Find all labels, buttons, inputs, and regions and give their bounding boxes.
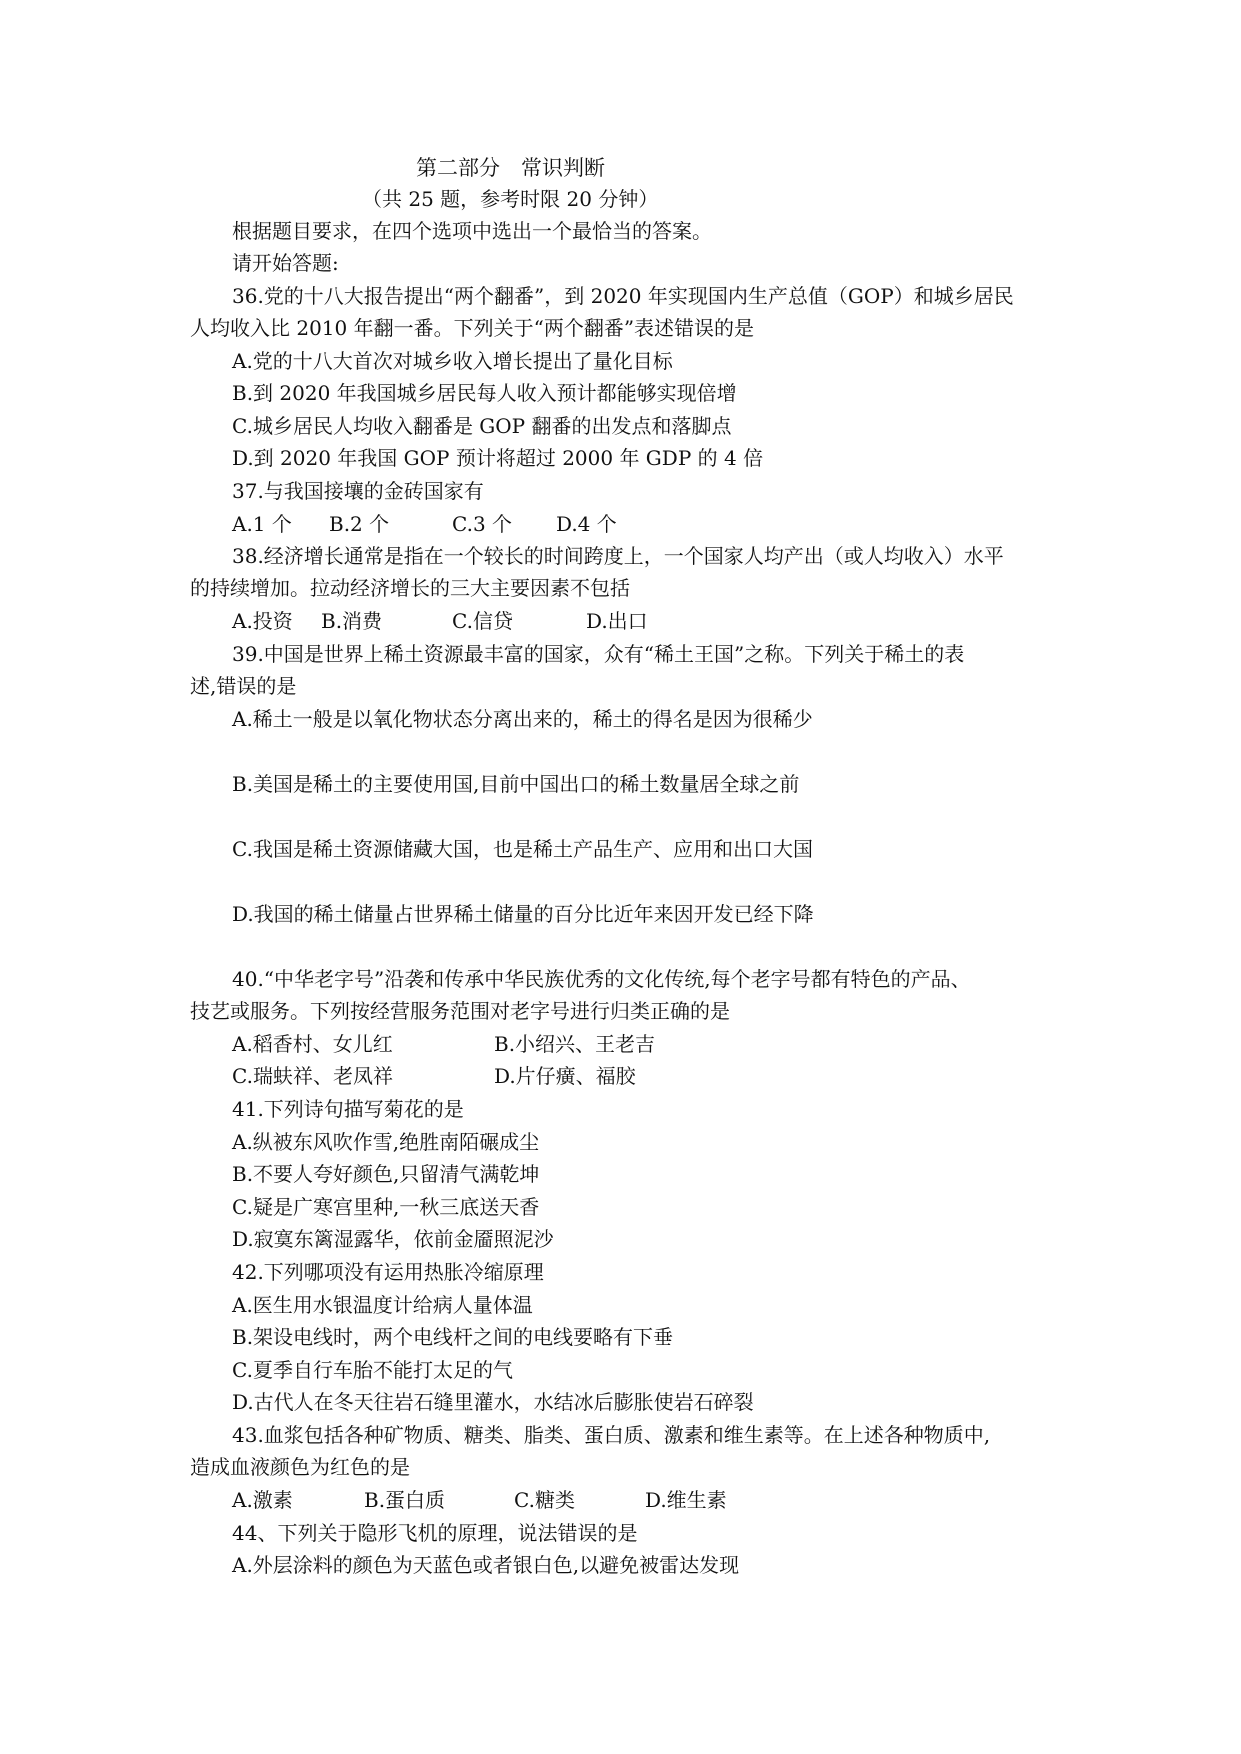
q39-option-a: A.稀土一般是以氧化物状态分离出来的，稀土的得名是因为很稀少	[232, 707, 813, 731]
q39-stem-line1: 39.中国是世界上稀土资源最丰富的国家，众有“稀土王国”之称。下列关于稀土的表	[232, 642, 965, 666]
q43-option-c: C.糖类	[514, 1488, 575, 1512]
q37-options	[232, 509, 617, 539]
q43-option-a: A.激素	[232, 1488, 293, 1512]
q39-stem-line2: 述,错误的是	[190, 674, 297, 698]
q43-option-d: D.维生素	[645, 1488, 727, 1512]
q40-option-d: D.片仔癀、福胶	[494, 1064, 636, 1088]
q38-stem-line1: 38.经济增长通常是指在一个较长的时间跨度上，一个国家人均产出（或人均收入）水平	[232, 544, 1004, 568]
section-subtitle: （共 25 题，参考时限 20 分钟）	[362, 187, 659, 211]
q41-stem: 41.下列诗句描写菊花的是	[232, 1097, 464, 1121]
q37-option-b: B.2 个	[329, 512, 390, 536]
q43-options	[232, 1485, 727, 1515]
q38-stem-line2: 的持续增加。拉动经济增长的三大主要因素不包括	[190, 576, 630, 600]
q43-stem-line2: 造成血液颜色为红色的是	[190, 1455, 410, 1479]
q41-option-d: D.寂寞东篱湿露华，依前金靥照泥沙	[232, 1227, 554, 1251]
q40-stem-line2: 技艺或服务。下列按经营服务范围对老字号进行归类正确的是	[190, 999, 730, 1023]
q41-option-b: B.不要人夸好颜色,只留清气满乾坤	[232, 1162, 540, 1186]
q38-option-a: A.投资	[232, 609, 293, 633]
q42-option-b: B.架设电线时，两个电线杆之间的电线要略有下垂	[232, 1325, 674, 1349]
instruction: 根据题目要求，在四个选项中选出一个最恰当的答案。	[232, 219, 712, 243]
q43-stem-line1: 43.血浆包括各种矿物质、糖类、脂类、蛋白质、激素和维生素等。在上述各种物质中,	[232, 1423, 991, 1447]
q42-option-c: C.夏季自行车胎不能打太足的气	[232, 1358, 513, 1382]
q36-stem-line2: 人均收入比 2010 年翻一番。下列关于“两个翻番”表述错误的是	[190, 316, 755, 340]
section-title: 第二部分 常识判断	[416, 156, 605, 180]
q38-option-d: D.出口	[586, 609, 648, 633]
q39-option-c: C.我国是稀土资源储藏大国，也是稀土产品生产、应用和出口大国	[232, 837, 813, 861]
q41-option-c: C.疑是广寒宫里种,一秋三底送天香	[232, 1195, 540, 1219]
q40-options-row2	[232, 1061, 636, 1091]
q38-option-c: C.信贷	[452, 609, 513, 633]
q39-option-d: D.我国的稀土储量占世界稀土储量的百分比近年来因开发已经下降	[232, 902, 814, 926]
q37-stem: 37.与我国接壤的金砖国家有	[232, 479, 484, 503]
q40-stem-line1: 40.“中华老字号”沿袭和传承中华民族优秀的文化传统,每个老字号都有特色的产品、	[232, 967, 971, 991]
q40-options-row1	[232, 1029, 655, 1059]
q41-option-a: A.纵被东风吹作雪,绝胜南陌碾成尘	[232, 1130, 540, 1154]
q40-option-b: B.小绍兴、王老吉	[494, 1032, 656, 1056]
q38-option-b: B.消费	[321, 609, 383, 633]
q44-option-a: A.外层涂料的颜色为天蓝色或者银白色,以避免被雷达发现	[232, 1553, 740, 1577]
q42-stem: 42.下列哪项没有运用热胀冷缩原理	[232, 1260, 544, 1284]
start-text: 请开始答题:	[232, 251, 339, 275]
q36-stem-line1: 36.党的十八大报告提出“两个翻番”，到 2020 年实现国内生产总值（GOP）和城乡居民	[232, 284, 1014, 308]
q42-option-a: A.医生用水银温度计给病人量体温	[232, 1293, 533, 1317]
q36-option-a: A.党的十八大首次对城乡收入增长提出了量化目标	[232, 349, 673, 373]
q37-option-d: D.4 个	[556, 512, 617, 536]
q37-option-c: C.3 个	[452, 512, 513, 536]
q40-option-c: C.瑞蚨祥、老凤祥	[232, 1064, 393, 1088]
q42-option-d: D.古代人在冬天往岩石缝里灌水，水结冰后膨胀使岩石碎裂	[232, 1390, 754, 1414]
q44-stem: 44、下列关于隐形飞机的原理，说法错误的是	[232, 1521, 638, 1545]
q39-option-b: B.美国是稀土的主要使用国,目前中国出口的稀土数量居全球之前	[232, 772, 800, 796]
q43-option-b: B.蛋白质	[364, 1488, 446, 1512]
q36-option-d: D.到 2020 年我国 GOP 预计将超过 2000 年 GDP 的 4 倍	[232, 446, 764, 470]
q37-option-a: A.1 个	[232, 512, 292, 536]
q36-option-c: C.城乡居民人均收入翻番是 GOP 翻番的出发点和落脚点	[232, 414, 732, 438]
q40-option-a: A.稻香村、女儿红	[232, 1032, 393, 1056]
q36-option-b: B.到 2020 年我国城乡居民每人收入预计都能够实现倍增	[232, 381, 737, 405]
q38-options	[232, 606, 648, 636]
